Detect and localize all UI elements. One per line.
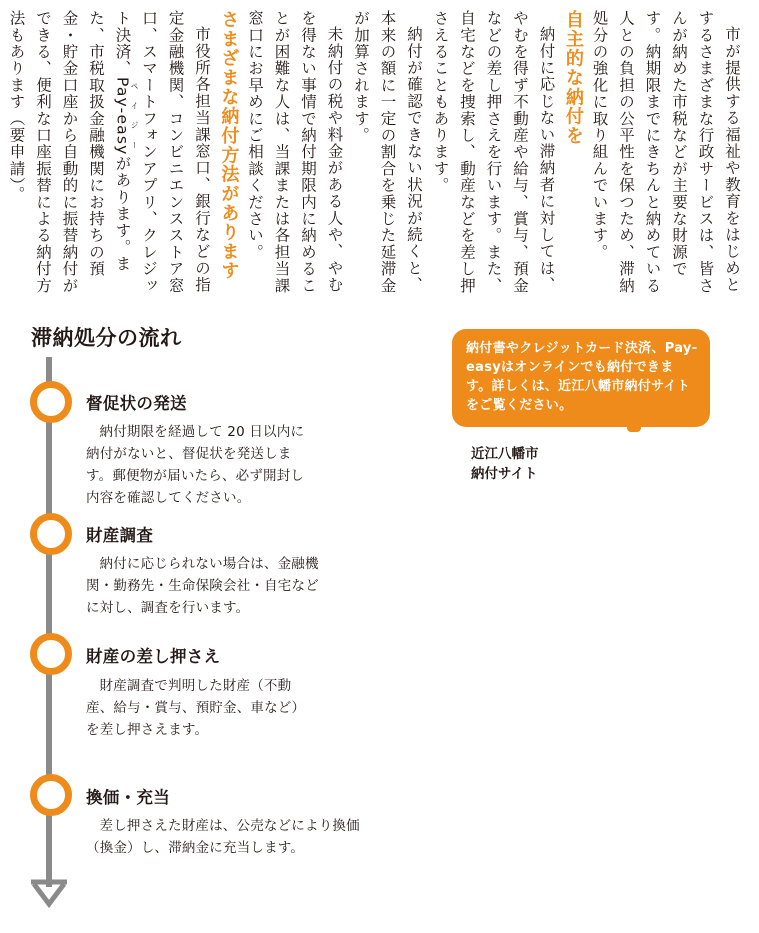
paragraph-consultation: 未納付の税や料金がある人や、やむを得ない事情で納付期限内に納めることが困難な人は、当課または各担当課窓口にお早めにご相談ください。	[246, 10, 344, 294]
methods-text-b: があります。また、市税取扱金融機関にお持ちの預金・貯金口座から自動的に振替納付ができる、便利な口座振替による納付方法もあります（要申請）。	[7, 10, 132, 294]
step-marker-4	[30, 774, 72, 816]
payeasy-term	[113, 76, 139, 156]
callout-tail	[627, 424, 641, 432]
intro-paragraph: 市が提供する福祉や教育をはじめとするさまざまな行政サービスは、皆さんが納めた市税などが主要な財源です。納期限までにきちんと納めている人との負担の公平性を保つため、滞納処分の強化に取り組んでいます。	[590, 10, 741, 294]
step-marker-3	[30, 633, 72, 675]
online-payment-callout	[452, 329, 710, 427]
heading-payment-methods: さまざまな納付方法があります	[218, 10, 240, 281]
step-desc-4: 差し押さえた財産は、公売などにより換価（換金）し、滞納金に充当します。	[86, 818, 360, 856]
step-title-4: 換価・充当	[86, 788, 170, 807]
step-title-2: 財産調査	[86, 526, 154, 545]
paragraph-methods	[3, 10, 215, 300]
flow-title: 滞納処分の流れ	[31, 326, 182, 350]
step-marker-1	[30, 381, 72, 423]
site-label-line2: 納付サイト	[471, 466, 538, 482]
step-desc-1: 納付期限を経過して 20 日以内に納付がないと、督促状を発送します。郵便物が届いたら、必ず開封し内容を確認してください。	[86, 424, 305, 506]
heading-voluntary-payment: 自主的な納付を	[563, 10, 584, 146]
step-title-1: 督促状の発送	[86, 394, 187, 413]
site-label-line1: 近江八幡市	[471, 446, 539, 462]
callout-text: 納付書やクレジットカード決済、Pay-easyはオンラインでも納付できます。詳しくは、近江八幡市納付サイトをご覧ください。	[466, 341, 698, 413]
paragraph-late-fee: 納付が確認できない状況が続くと、本来の額に一定の割合を乗じた延滞金が加算されます。	[352, 10, 423, 294]
step-marker-2	[30, 513, 72, 555]
payment-site-label[interactable]	[471, 444, 539, 484]
step-desc-3: 財産調査で判明した財産（不動産、給与・賞与、預貯金、車など）を差し押さえます。	[86, 678, 306, 738]
payeasy-ruby: ペイジー	[130, 76, 139, 156]
payeasy-word: Pay-easy	[113, 76, 132, 156]
methods-text-a: 市役所各担当課窓口、銀行などの指定金融機関、コンビニエンスストア窓口、スマートフォンアプリ、クレジット決済、	[113, 10, 211, 294]
arrow-down-icon	[31, 878, 67, 912]
vertical-article	[7, 10, 745, 300]
paragraph-seizure: 納付に応じない滞納者に対しては、やむを得ず不動産や給与、賞与、預金などの差し押さえを行います。また、自宅などを捜索し、動産などを差し押さえることもあります。	[431, 10, 556, 294]
step-title-3: 財産の差し押さえ	[86, 647, 221, 666]
step-desc-2: 納付に応じられない場合は、金融機関・勤務先・生命保険会社・自宅などに対し、調査を行います。	[86, 556, 319, 616]
